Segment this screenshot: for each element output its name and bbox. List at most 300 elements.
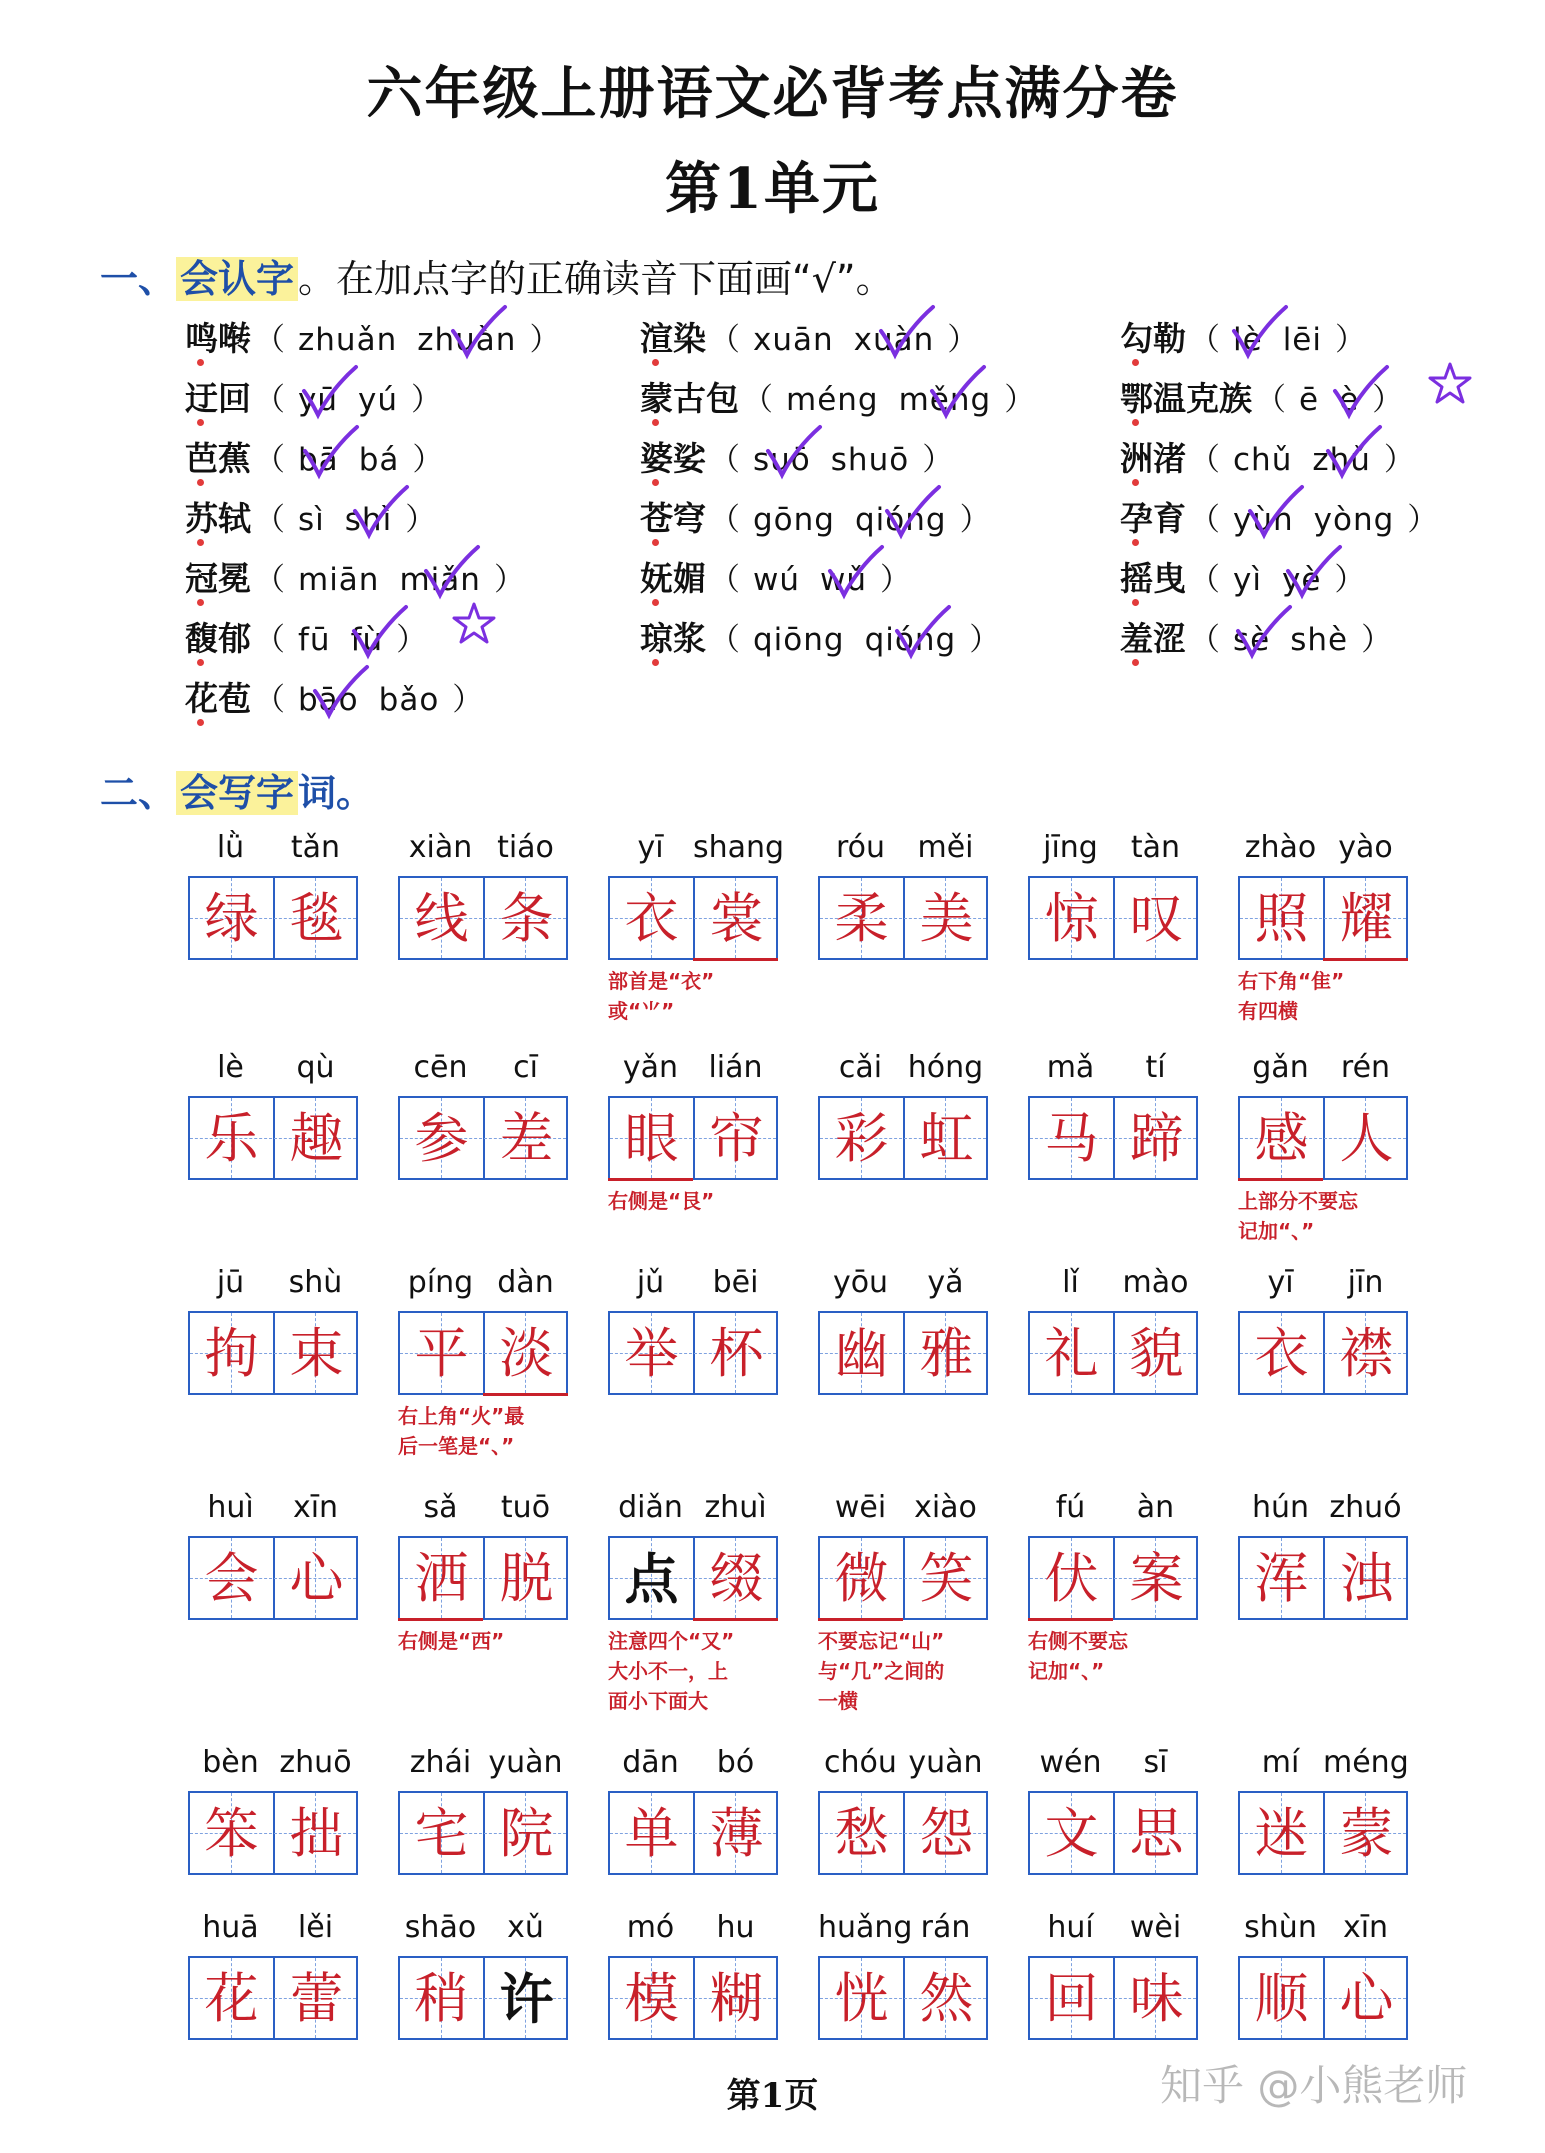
emphasis-underline	[693, 1618, 778, 1621]
reading-word: 洲渚	[1120, 439, 1186, 478]
open-paren: （	[1255, 382, 1286, 418]
writing-tip-note: 右上角“火”最 后一笔是“、”	[398, 1404, 525, 1458]
word-cell	[1238, 830, 1408, 1023]
handwritten-character: 人	[1339, 1107, 1394, 1170]
reading-word: 馥郁	[185, 619, 251, 658]
tianzige-box[interactable]	[818, 1536, 988, 1620]
open-paren: （	[1189, 562, 1220, 598]
check-stroke	[355, 487, 407, 535]
tianzige-box[interactable]	[398, 1536, 568, 1620]
handwritten-character: 线	[414, 887, 469, 950]
check-mark-icon	[1234, 605, 1294, 661]
handwritten-character: 貌	[1129, 1322, 1184, 1385]
handwritten-character: 笑	[919, 1547, 974, 1610]
pinyin-option-1[interactable]: gōng	[753, 502, 835, 538]
reading-word: 蒙古包	[640, 379, 739, 418]
reading-word: 鸣啭	[185, 319, 251, 358]
word-cell	[188, 1910, 358, 2040]
reading-word: 冠冕	[185, 559, 251, 598]
section-1-heading	[100, 248, 894, 303]
close-paren: ）	[880, 562, 912, 598]
writing-tip-note: 右下角“隹” 有四横	[1238, 969, 1345, 1023]
handwritten-character: 单	[624, 1802, 679, 1865]
handwritten-character: 院	[499, 1802, 554, 1865]
check-mark-icon	[301, 425, 361, 481]
pinyin-syllable: yǎn	[622, 1050, 679, 1085]
pinyin-option-2[interactable]: yú	[358, 382, 398, 418]
emphasis-dot	[652, 419, 659, 426]
tianzige-box[interactable]	[188, 876, 358, 960]
handwritten-character: 心	[289, 1547, 344, 1610]
pinyin-syllable: shù	[288, 1265, 343, 1300]
writing-tip-note: 右侧不要忘 记加“、”	[1028, 1629, 1128, 1683]
check-stroke	[768, 427, 820, 475]
check-stroke	[304, 367, 356, 415]
reading-word: 苍穹	[640, 499, 706, 538]
handwritten-character: 马	[1044, 1107, 1099, 1170]
pinyin-syllable: xīn	[292, 1490, 339, 1525]
word-cell	[188, 1265, 358, 1395]
tianzige-box[interactable]	[818, 1956, 988, 2040]
section-2-period: 。	[336, 771, 375, 815]
check-stroke	[932, 367, 984, 415]
close-paren: ）	[452, 682, 484, 718]
pinyin-option-1[interactable]: yì	[1233, 562, 1262, 598]
pinyin-syllable: zhuō	[279, 1745, 352, 1780]
handwritten-character: 淡	[499, 1322, 554, 1385]
word-pinyin	[398, 830, 568, 870]
word-cell	[1028, 1490, 1198, 1683]
handwritten-character: 彩	[834, 1107, 889, 1170]
handwritten-character: 薄	[709, 1802, 764, 1865]
word-cell	[818, 1490, 988, 1713]
tianzige-box[interactable]	[398, 1956, 568, 2040]
pinyin-option-2[interactable]: shuō	[830, 442, 910, 478]
star-stroke	[1430, 364, 1470, 402]
pinyin-syllable: huā	[202, 1910, 259, 1945]
emphasis-underline	[1323, 958, 1408, 961]
check-mark-icon	[893, 605, 953, 661]
tianzige-box[interactable]	[398, 876, 568, 960]
tianzige-box[interactable]	[1238, 1536, 1408, 1620]
close-paren: ）	[493, 562, 525, 598]
handwritten-character: 襟	[1339, 1322, 1394, 1385]
emphasis-dot	[1132, 659, 1139, 666]
tianzige-box[interactable]	[608, 1536, 778, 1620]
close-paren: ）	[922, 442, 954, 478]
word-pinyin	[1238, 1050, 1408, 1090]
open-paren: （	[1189, 442, 1220, 478]
tianzige-box[interactable]	[608, 1956, 778, 2040]
pinyin-syllable: zhái	[409, 1745, 472, 1780]
open-paren: （	[742, 382, 773, 418]
check-stroke	[453, 307, 505, 355]
reading-word: 迂回	[185, 379, 251, 418]
open-paren: （	[709, 322, 740, 358]
pinyin-option-1[interactable]: wú	[753, 562, 801, 598]
word-cell	[1028, 1265, 1198, 1395]
close-paren: ）	[412, 442, 444, 478]
pinyin-syllable: bèn	[202, 1745, 259, 1780]
word-pinyin	[188, 1745, 358, 1785]
pinyin-option-1[interactable]: qiōng	[753, 622, 845, 658]
tianzige-box[interactable]	[818, 876, 988, 960]
handwritten-character: 蹄	[1129, 1107, 1184, 1170]
tianzige-box[interactable]	[1028, 1536, 1198, 1620]
writing-tip-note: 上部分不要忘 记加“、”	[1238, 1189, 1358, 1243]
reading-word: 芭蕉	[185, 439, 251, 478]
pinyin-syllable: shang	[693, 830, 785, 865]
emphasis-dot	[197, 719, 204, 726]
tianzige-box[interactable]	[818, 1311, 988, 1395]
handwritten-character: 伏	[1044, 1547, 1099, 1610]
handwritten-character: 浑	[1254, 1547, 1309, 1610]
close-paren: ）	[1334, 562, 1366, 598]
page-number: 第1页	[726, 2076, 819, 2116]
tianzige-box[interactable]	[398, 1791, 568, 1875]
check-mark-icon	[883, 485, 943, 541]
pinyin-syllable: méng	[1323, 1745, 1409, 1780]
check-mark-icon	[449, 305, 509, 361]
pinyin-syllable: wén	[1039, 1745, 1102, 1780]
emphasis-dot	[197, 659, 204, 666]
handwritten-character: 迷	[1254, 1802, 1309, 1865]
pinyin-syllable: gǎn	[1252, 1050, 1309, 1085]
open-paren: （	[254, 562, 285, 598]
open-paren: （	[254, 622, 285, 658]
pinyin-option-1[interactable]: lè	[1233, 322, 1263, 358]
emphasis-dot	[1132, 359, 1139, 366]
reading-item	[640, 313, 981, 360]
tianzige-box[interactable]	[818, 1096, 988, 1180]
pinyin-option-2[interactable]: yòng	[1313, 502, 1395, 538]
check-mark-icon	[764, 425, 824, 481]
pinyin-option-2[interactable]: zhuàn	[417, 322, 517, 358]
word-cell	[398, 830, 568, 960]
word-pinyin	[1028, 1745, 1198, 1785]
handwritten-character: 杯	[709, 1322, 764, 1385]
section-2-number: 二、	[100, 771, 177, 815]
handwritten-character: 美	[919, 887, 974, 950]
tianzige-box[interactable]	[608, 1311, 778, 1395]
handwritten-character: 惊	[1044, 887, 1099, 950]
pinyin-syllable: sǎ	[423, 1490, 458, 1525]
check-mark-icon	[422, 545, 482, 601]
check-stroke	[887, 487, 939, 535]
emphasis-underline	[398, 1618, 483, 1621]
tianzige-box[interactable]	[398, 1311, 568, 1395]
tianzige-box[interactable]	[1238, 876, 1408, 960]
check-stroke	[1250, 487, 1302, 535]
pinyin-syllable: dān	[622, 1745, 679, 1780]
reading-word: 摇曳	[1120, 559, 1186, 598]
tianzige-box[interactable]	[188, 1311, 358, 1395]
open-paren: （	[254, 442, 285, 478]
handwritten-character: 礼	[1044, 1322, 1099, 1385]
word-cell	[398, 1050, 568, 1180]
word-pinyin	[608, 1910, 778, 1950]
check-stroke	[1288, 547, 1340, 595]
pinyin-option-1[interactable]: méng	[786, 382, 879, 418]
word-cell	[1238, 1490, 1408, 1620]
pinyin-syllable: sī	[1143, 1745, 1168, 1780]
tianzige-box[interactable]	[818, 1791, 988, 1875]
handwritten-character: 恍	[834, 1967, 889, 2030]
pinyin-option-2[interactable]: miǎn	[399, 562, 481, 598]
word-pinyin	[1238, 830, 1408, 870]
pinyin-syllable: lěi	[297, 1910, 334, 1945]
pinyin-syllable: jǔ	[636, 1265, 665, 1300]
word-cell	[1238, 1910, 1408, 2040]
close-paren: ）	[529, 322, 561, 358]
pinyin-syllable: wèi	[1129, 1910, 1182, 1945]
close-paren: ）	[1407, 502, 1439, 538]
handwritten-character: 脱	[499, 1547, 554, 1610]
pinyin-syllable: mó	[626, 1910, 675, 1945]
tianzige-box[interactable]	[1238, 1956, 1408, 2040]
word-pinyin	[1028, 830, 1198, 870]
word-cell	[1028, 1050, 1198, 1180]
word-pinyin	[608, 1050, 778, 1090]
open-paren: （	[709, 502, 740, 538]
pinyin-option-1[interactable]: zhuǎn	[298, 322, 398, 358]
handwritten-character: 文	[1044, 1802, 1099, 1865]
handwritten-character: 案	[1129, 1547, 1184, 1610]
handwritten-character: 耀	[1339, 887, 1394, 950]
reading-item	[1120, 433, 1418, 480]
pinyin-option-2[interactable]: měng	[898, 382, 992, 418]
word-pinyin	[1028, 1910, 1198, 1950]
pinyin-syllable: hu	[716, 1910, 755, 1945]
handwritten-character: 宅	[414, 1802, 469, 1865]
reading-item	[640, 553, 914, 600]
reading-item	[1120, 553, 1368, 600]
close-paren: ）	[1335, 322, 1366, 358]
tianzige-box[interactable]	[1238, 1096, 1408, 1180]
reading-word: 鄂温克族	[1120, 379, 1252, 418]
reading-word: 勾勒	[1120, 319, 1186, 358]
pinyin-option-2[interactable]: bá	[358, 442, 400, 478]
word-cell	[188, 1745, 358, 1875]
word-cell	[398, 1265, 568, 1458]
word-pinyin	[818, 1745, 988, 1785]
pinyin-option-1[interactable]: ē	[1299, 382, 1320, 418]
tianzige-box[interactable]	[1028, 1311, 1198, 1395]
pinyin-option-2[interactable]: qióng	[854, 502, 947, 538]
handwritten-character: 然	[919, 1967, 974, 2030]
pinyin-option-2[interactable]: bǎo	[378, 682, 440, 718]
word-pinyin	[608, 1265, 778, 1305]
pinyin-option-2[interactable]: qióng	[864, 622, 957, 658]
pinyin-option-2[interactable]: xuàn	[853, 322, 935, 358]
emphasis-dot	[1132, 479, 1139, 486]
pinyin-syllable: píng	[407, 1265, 474, 1300]
pinyin-syllable: lǜ	[216, 830, 245, 865]
handwritten-character: 蕾	[289, 1967, 344, 2030]
section-2-highlight: 会写字	[176, 771, 298, 815]
emphasis-dot	[652, 539, 659, 546]
pinyin-option-1[interactable]: yū	[298, 382, 338, 418]
word-pinyin	[398, 1050, 568, 1090]
emphasis-dot	[1132, 599, 1139, 606]
pinyin-syllable: lè	[217, 1050, 244, 1085]
handwritten-character: 模	[624, 1967, 679, 2030]
pinyin-option-2[interactable]: è	[1339, 382, 1360, 418]
open-paren: （	[1189, 322, 1220, 358]
reading-item	[1120, 493, 1441, 540]
word-cell	[818, 1265, 988, 1395]
handwritten-character: 叹	[1129, 887, 1184, 950]
word-cell	[608, 1745, 778, 1875]
tianzige-box[interactable]	[1028, 1956, 1198, 2040]
pinyin-syllable: yuàn	[488, 1745, 563, 1780]
handwritten-character: 糊	[709, 1967, 764, 2030]
handwritten-character: 差	[499, 1107, 554, 1170]
check-stroke	[1335, 367, 1387, 415]
check-mark-icon	[351, 485, 411, 541]
word-pinyin	[398, 1745, 568, 1785]
tianzige-box[interactable]	[1238, 1791, 1408, 1875]
open-paren: （	[254, 502, 285, 538]
pinyin-syllable: xiào	[914, 1490, 977, 1525]
word-pinyin	[188, 1490, 358, 1530]
reading-item	[640, 613, 1003, 660]
pinyin-syllable: róu	[835, 830, 886, 865]
pinyin-option-1[interactable]: chǔ	[1233, 442, 1293, 478]
pinyin-option-2[interactable]: fù	[350, 622, 384, 658]
tianzige-box[interactable]	[1028, 1096, 1198, 1180]
reading-item	[185, 313, 563, 360]
word-pinyin	[818, 1050, 988, 1090]
pinyin-syllable: shùn	[1244, 1910, 1317, 1945]
pinyin-syllable: zhuì	[704, 1490, 767, 1525]
pinyin-syllable: jīn	[1347, 1265, 1384, 1300]
close-paren: ）	[1361, 622, 1393, 658]
handwritten-character: 回	[1044, 1967, 1099, 2030]
close-paren: ）	[1004, 382, 1036, 418]
check-mark-icon	[1230, 305, 1290, 361]
pinyin-option-1[interactable]: bā	[298, 442, 339, 478]
writing-tip-note: 不要忘记“山” 与“几”之间的 一横	[818, 1629, 945, 1713]
pinyin-option-1[interactable]: suō	[753, 442, 811, 478]
word-cell	[1028, 830, 1198, 960]
check-stroke	[426, 547, 478, 595]
tianzige-box[interactable]	[188, 1096, 358, 1180]
tianzige-box[interactable]	[398, 1096, 568, 1180]
check-mark-icon	[1281, 545, 1344, 601]
pinyin-syllable: yǎ	[927, 1265, 964, 1300]
reading-item	[640, 373, 1038, 420]
pinyin-syllable: qù	[296, 1050, 335, 1085]
reading-word: 花苞	[185, 679, 251, 718]
word-pinyin	[608, 830, 785, 870]
pinyin-syllable: tàn	[1130, 830, 1181, 865]
pinyin-option-1[interactable]: bāo	[298, 682, 359, 718]
pinyin-syllable: lǐ	[1062, 1265, 1079, 1300]
pinyin-option-1[interactable]: fū	[298, 622, 331, 658]
reading-word: 孕育	[1120, 499, 1186, 538]
check-stroke	[354, 607, 406, 655]
emphasis-dot	[652, 359, 659, 366]
pinyin-syllable: fú	[1055, 1490, 1086, 1525]
close-paren: ）	[969, 622, 1001, 658]
handwritten-character: 怨	[919, 1802, 974, 1865]
pinyin-option-2[interactable]: shì	[344, 502, 393, 538]
pinyin-option-2[interactable]: wǔ	[820, 562, 868, 598]
tianzige-box[interactable]	[188, 1791, 358, 1875]
emphasis-dot	[197, 599, 204, 606]
tianzige-box[interactable]	[1028, 876, 1198, 960]
check-stroke	[881, 307, 933, 355]
handwritten-character: 乐	[204, 1107, 259, 1170]
pinyin-syllable: mǎ	[1046, 1050, 1095, 1085]
tianzige-box[interactable]	[1238, 1311, 1408, 1395]
writing-tip-note: 右侧是“西”	[398, 1629, 505, 1653]
word-pinyin	[188, 1910, 358, 1950]
word-pinyin	[1238, 1910, 1408, 1950]
emphasis-underline	[818, 1618, 903, 1621]
section-2-highlight-tail: 词	[298, 771, 337, 815]
word-cell	[1238, 1050, 1408, 1243]
handwritten-character: 点	[624, 1547, 679, 1611]
handwritten-character: 幽	[834, 1322, 889, 1385]
tianzige-box[interactable]	[608, 1791, 778, 1875]
word-cell	[1028, 1910, 1198, 2040]
page-title: 六年级上册语文必背考点满分卷	[366, 61, 1179, 127]
tianzige-box[interactable]	[188, 1956, 358, 2040]
pinyin-option-2[interactable]: zhǔ	[1312, 442, 1371, 478]
pinyin-option-1[interactable]: miān	[298, 562, 380, 598]
check-stroke	[1238, 607, 1290, 655]
open-paren: （	[709, 442, 740, 478]
word-cell	[818, 1050, 988, 1180]
tianzige-box[interactable]	[1028, 1791, 1198, 1875]
handwritten-character: 思	[1129, 1802, 1184, 1865]
word-pinyin	[398, 1490, 568, 1530]
tianzige-box[interactable]	[608, 1096, 778, 1180]
reading-item	[1120, 613, 1395, 660]
tianzige-box[interactable]	[608, 876, 778, 960]
handwritten-character: 心	[1339, 1967, 1394, 2030]
pinyin-option-1[interactable]: sè	[1233, 622, 1271, 658]
check-stroke	[897, 607, 949, 655]
pinyin-syllable: chóu	[824, 1745, 897, 1780]
reading-item	[640, 493, 994, 540]
pinyin-syllable: yào	[1338, 830, 1393, 865]
word-cell	[1238, 1745, 1408, 1875]
word-cell	[188, 1050, 358, 1180]
emphasis-dot	[652, 479, 659, 486]
handwritten-character: 味	[1129, 1967, 1184, 2030]
reading-word: 琼浆	[640, 619, 706, 658]
pinyin-syllable: yōu	[832, 1265, 889, 1300]
tianzige-box[interactable]	[188, 1536, 358, 1620]
word-pinyin	[188, 1050, 358, 1090]
pinyin-option-1[interactable]: yùn	[1233, 502, 1294, 538]
pinyin-option-2[interactable]: yè	[1281, 562, 1322, 598]
handwritten-character: 笨	[204, 1802, 259, 1865]
handwritten-character: 条	[499, 887, 554, 950]
close-paren: ）	[411, 382, 442, 418]
pinyin-option-1[interactable]: xuān	[753, 322, 834, 358]
pinyin-option-2[interactable]: shè	[1290, 622, 1349, 658]
pinyin-syllable: diǎn	[618, 1490, 683, 1525]
reading-item	[185, 673, 486, 720]
pinyin-option-1[interactable]: sì	[298, 502, 325, 538]
reading-word: 渲染	[640, 319, 706, 358]
handwritten-character: 愁	[834, 1802, 889, 1865]
pinyin-option-2[interactable]: lēi	[1282, 322, 1322, 358]
